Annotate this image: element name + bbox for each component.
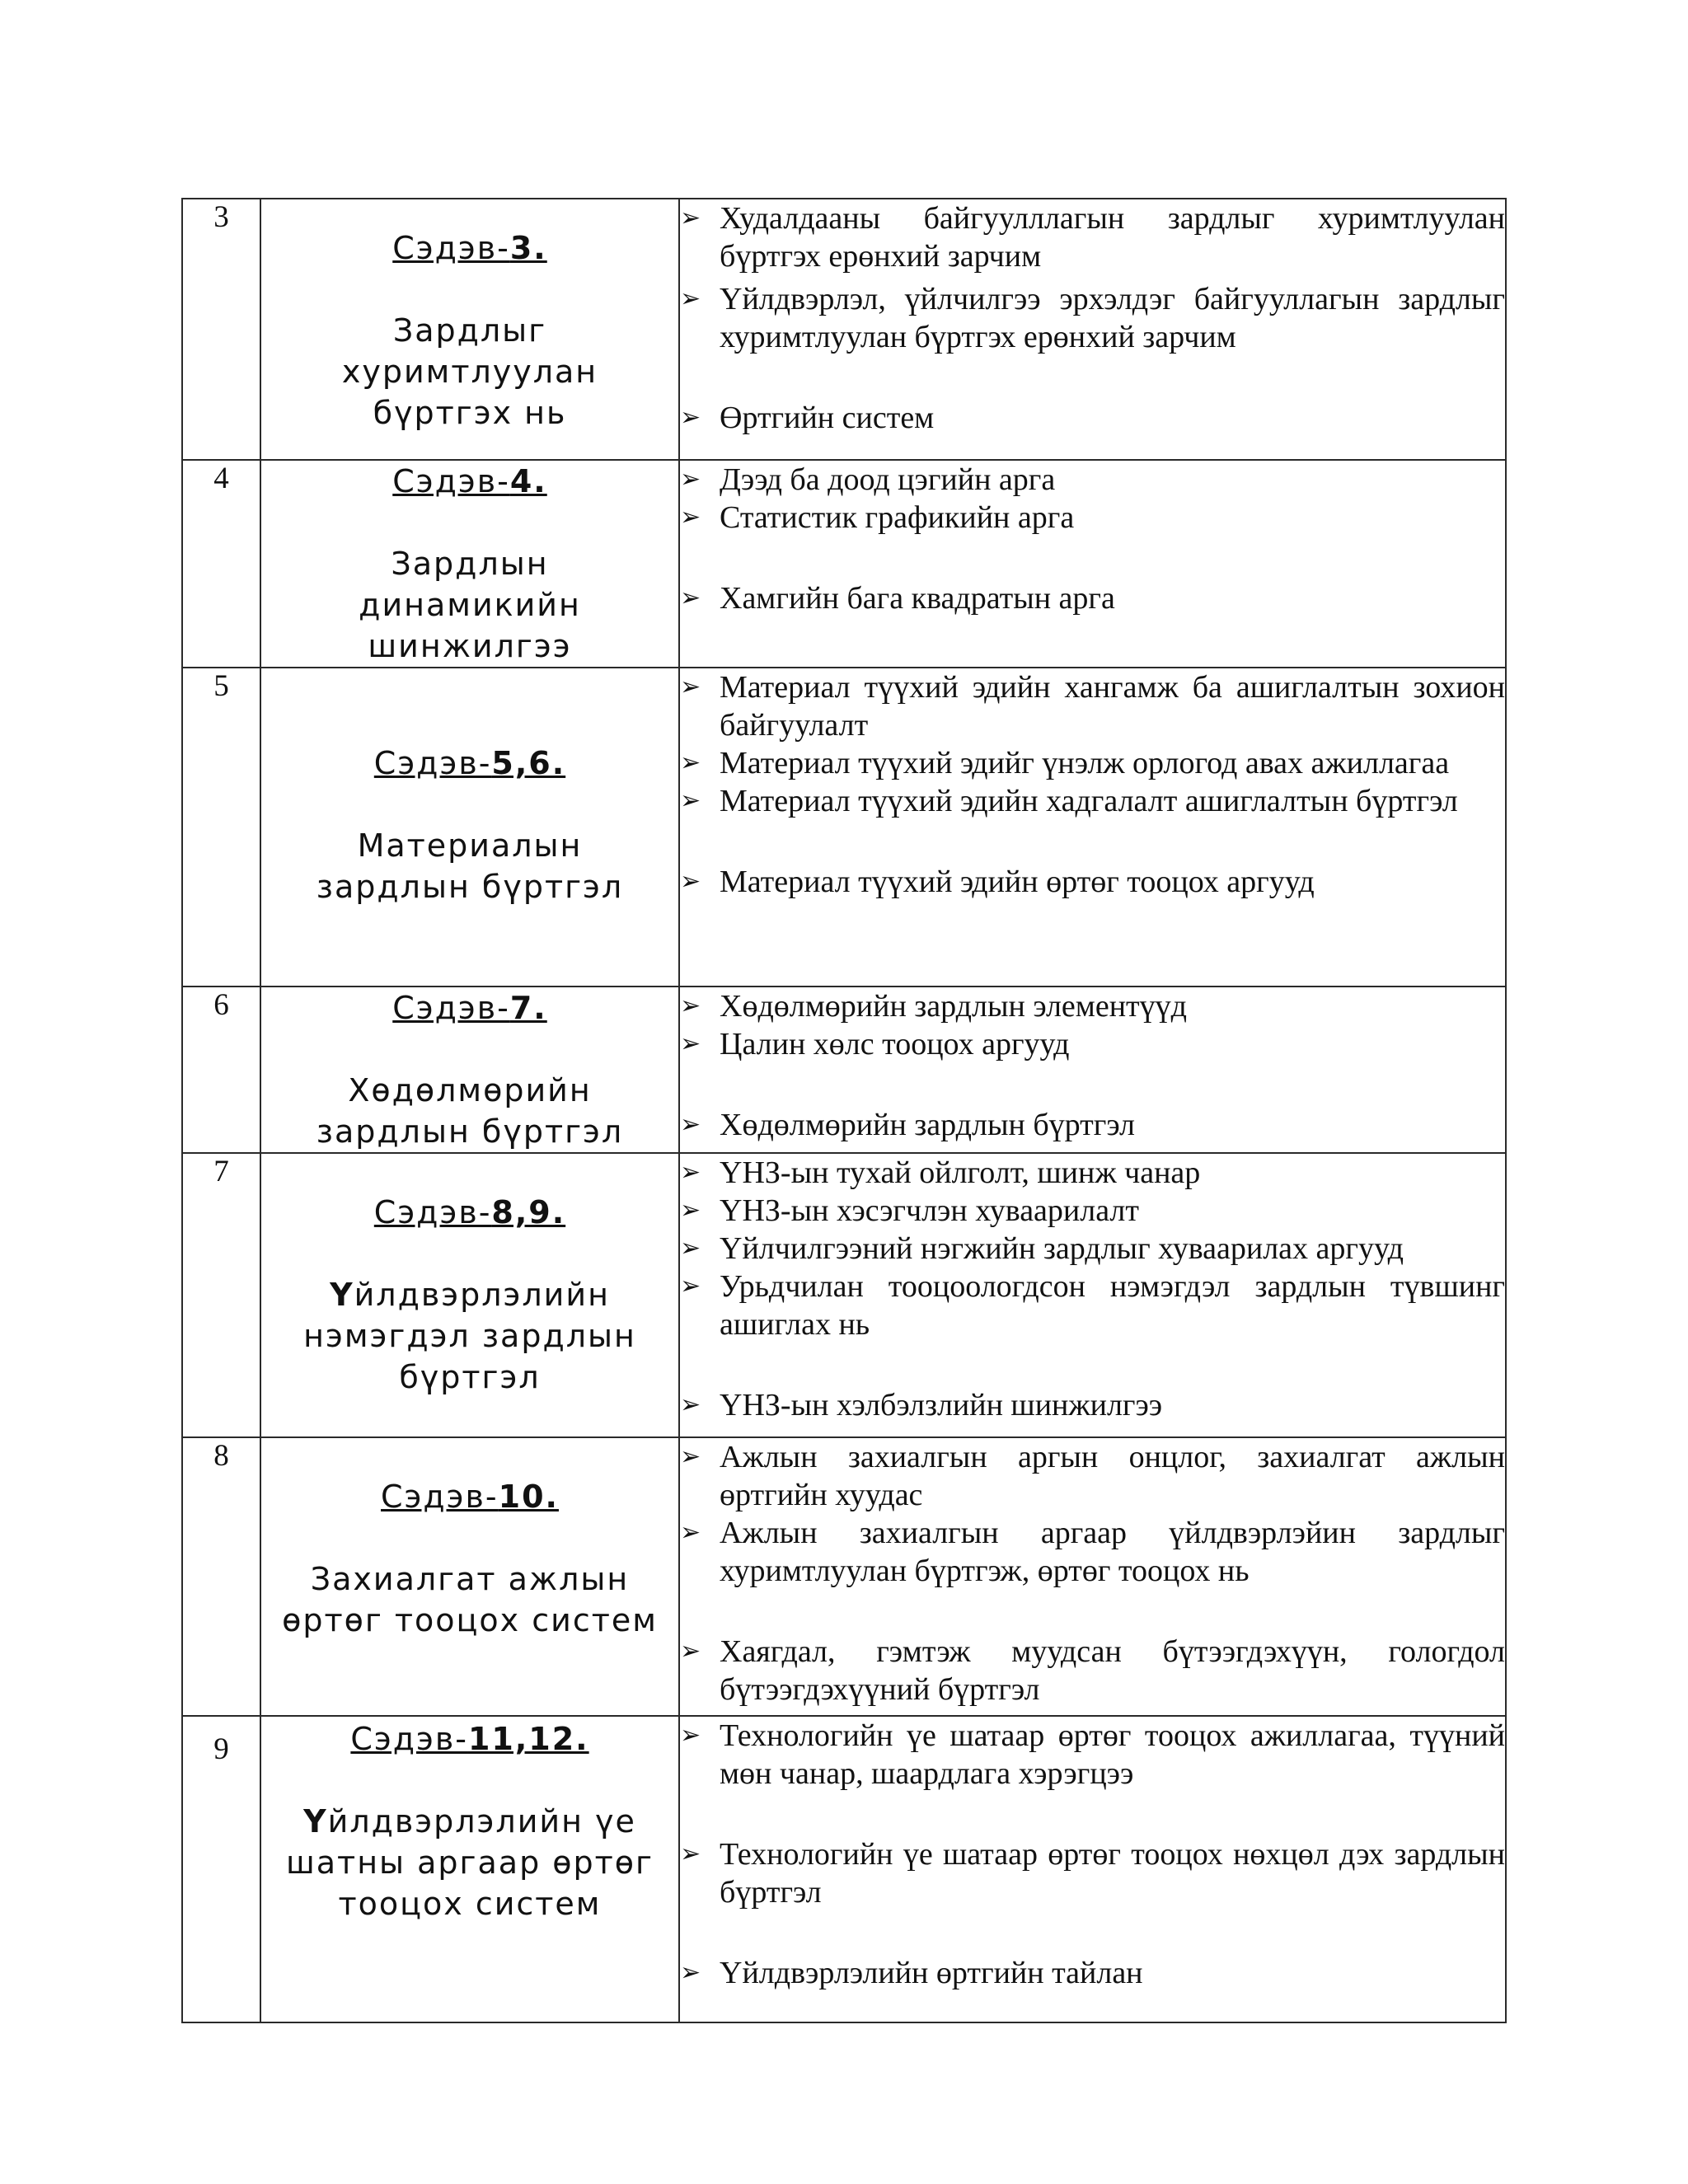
arrowhead-bullet-icon: ➢ <box>680 404 701 431</box>
topic-cell <box>260 987 679 1153</box>
arrowhead-bullet-icon: ➢ <box>680 1030 701 1057</box>
list-item: ➢ Технологийн үе шатаар өртөг тооцох нөхцөл дэх зардлын бүртгэл <box>680 1837 1505 1910</box>
arrowhead-bullet-icon: ➢ <box>680 204 701 232</box>
topic-cell <box>260 460 679 668</box>
row-number: 8 <box>182 1437 260 1716</box>
arrowhead-bullet-icon: ➢ <box>680 1959 701 1986</box>
table-row <box>182 668 1506 987</box>
list-item: ➢ Үйлдвэрлэл, үйлчилгээ эрхэлдэг байгууллагын зардлыг хуримтлуулан бүртгэх ерөнхий зарчим <box>680 282 1505 354</box>
topic-title: Зардлын динамикийн шинжилгээ <box>359 546 581 664</box>
table-row <box>182 987 1506 1153</box>
syllabus-table <box>181 198 1507 2023</box>
row-number: 5 <box>182 668 260 987</box>
table-row <box>182 1153 1506 1437</box>
topic-heading: Сэдэв-4. <box>392 463 547 499</box>
list-item: ➢ Үйлчилгээний нэгжийн зардлыг хуваарилах аргууд <box>680 1231 1404 1266</box>
list-item: ➢ Технологийн үе шатаар өртөг тооцох ажиллагаа, түүний мөн чанар, шаардлага хэрэгцээ <box>680 1718 1505 1791</box>
topic-heading: Сэдэв-3. <box>392 230 547 266</box>
topic-title: Хөдөлмөрийн зардлын бүртгэл <box>316 1072 624 1150</box>
items-cell <box>679 987 1506 1153</box>
list-item: ➢ ҮНЗ-ын хэлбэлзлийн шинжилгээ <box>680 1388 1163 1422</box>
arrowhead-bullet-icon: ➢ <box>680 1235 701 1262</box>
arrowhead-bullet-icon: ➢ <box>680 1159 701 1186</box>
table-row <box>182 1716 1506 2022</box>
row-number: 4 <box>182 460 260 668</box>
list-item: ➢ Ажлын захиалгын аргаар үйлдвэрлэйин зардлыг хуримтлуулан бүртгэж, өртөг тооцох нь <box>680 1516 1505 1588</box>
arrowhead-bullet-icon: ➢ <box>680 1722 701 1749</box>
topic-cell <box>260 668 679 987</box>
arrowhead-bullet-icon: ➢ <box>680 992 701 1019</box>
list-item: ➢ Статистик графикийн арга <box>680 500 1075 535</box>
arrowhead-bullet-icon: ➢ <box>680 673 701 701</box>
list-item: ➢ ҮНЗ-ын хэсэгчлэн хуваарилалт <box>680 1193 1139 1228</box>
table-row <box>182 199 1506 460</box>
table-row <box>182 460 1506 668</box>
arrowhead-bullet-icon: ➢ <box>680 1197 701 1224</box>
list-item: ➢ Ажлын захиалгын аргын онцлог, захиалгат ажлын өртгийн хуудас <box>680 1440 1505 1512</box>
arrowhead-bullet-icon: ➢ <box>680 787 701 814</box>
list-item: ➢ Хаягдал, гэмтэж муудсан бүтээгдэхүүн, гологдол бүтээгдэхүүний бүртгэл <box>680 1634 1505 1707</box>
items-cell <box>679 1153 1506 1437</box>
list-item: ➢ Өртгийн систем <box>680 401 935 435</box>
topic-cell <box>260 1437 679 1716</box>
items-cell <box>679 668 1506 987</box>
items-cell <box>679 1716 1506 2022</box>
row-number: 6 <box>182 987 260 1153</box>
topic-heading: Сэдэв-10. <box>381 1479 559 1515</box>
list-item: ➢ ҮНЗ-ын тухай ойлголт, шинж чанар <box>680 1155 1201 1190</box>
list-item: ➢ Үйлдвэрлэлийн өртгийн тайлан <box>680 1956 1143 1990</box>
list-item: ➢ Урьдчилан тооцоологдсон нэмэгдэл зардлын түвшинг ашиглах нь <box>680 1269 1505 1342</box>
arrowhead-bullet-icon: ➢ <box>680 1519 701 1546</box>
topic-heading: Сэдэв-8,9. <box>373 1194 566 1230</box>
topic-title: Материалын зардлын бүртгэл <box>316 827 624 905</box>
list-item: ➢ Дээд ба доод цэгийн арга <box>680 462 1056 497</box>
arrowhead-bullet-icon: ➢ <box>680 1111 701 1138</box>
arrowhead-bullet-icon: ➢ <box>680 1840 701 1868</box>
list-item: ➢ Хөдөлмөрийн зардлын бүртгэл <box>680 1108 1135 1142</box>
arrowhead-bullet-icon: ➢ <box>680 1391 701 1418</box>
row-number: 7 <box>182 1153 260 1437</box>
list-item: ➢ Материал түүхий эдийн хадгалалт ашиглалтын бүртгэл <box>680 784 1458 818</box>
list-item: ➢ Цалин хөлс тооцох аргууд <box>680 1027 1070 1062</box>
arrowhead-bullet-icon: ➢ <box>680 1443 701 1470</box>
topic-cell <box>260 1153 679 1437</box>
items-cell <box>679 199 1506 460</box>
arrowhead-bullet-icon: ➢ <box>680 466 701 493</box>
arrowhead-bullet-icon: ➢ <box>680 584 701 612</box>
list-item: ➢ Материал түүхий эдийн өртөг тооцох аргууд <box>680 865 1315 899</box>
list-item: ➢ Хөдөлмөрийн зардлын элементүүд <box>680 989 1187 1024</box>
arrowhead-bullet-icon: ➢ <box>680 1638 701 1665</box>
topic-heading: Сэдэв-11,12. <box>350 1721 589 1757</box>
list-item: ➢ Худалдааны байгуулллагын зардлыг хуримтлуулан бүртгэх ерөнхий зарчим <box>680 201 1505 274</box>
arrowhead-bullet-icon: ➢ <box>680 285 701 312</box>
topic-heading: Сэдэв-7. <box>392 990 547 1026</box>
topic-heading: Сэдэв-5,6. <box>373 745 566 781</box>
arrowhead-bullet-icon: ➢ <box>680 1272 701 1300</box>
topic-title: Үйлдвэрлэлийн нэмэгдэл зардлын бүртгэл <box>303 1277 636 1395</box>
list-item: ➢ Материал түүхий эдийг үнэлж орлогод авах ажиллагаа <box>680 746 1450 780</box>
list-item: ➢ Хамгийн бага квадратын арга <box>680 581 1115 616</box>
items-cell <box>679 1437 1506 1716</box>
arrowhead-bullet-icon: ➢ <box>680 868 701 895</box>
topic-cell <box>260 199 679 460</box>
arrowhead-bullet-icon: ➢ <box>680 749 701 776</box>
topic-title: Захиалгат ажлын өртөг тооцох систем <box>282 1561 658 1638</box>
list-item: ➢ Материал түүхий эдийн хангамж ба ашиглалтын зохион байгуулалт <box>680 670 1505 743</box>
arrowhead-bullet-icon: ➢ <box>680 504 701 531</box>
topic-cell <box>260 1716 679 2022</box>
row-number: 9 <box>182 1716 260 2022</box>
topic-title: Зардлыг хуримтлуулан бүртгэх нь <box>341 312 598 431</box>
row-number: 3 <box>182 199 260 460</box>
table-row <box>182 1437 1506 1716</box>
items-cell <box>679 460 1506 668</box>
topic-title: Үйлдвэрлэлийн үе шатны аргаар өртөг тооцох систем <box>286 1803 654 1922</box>
